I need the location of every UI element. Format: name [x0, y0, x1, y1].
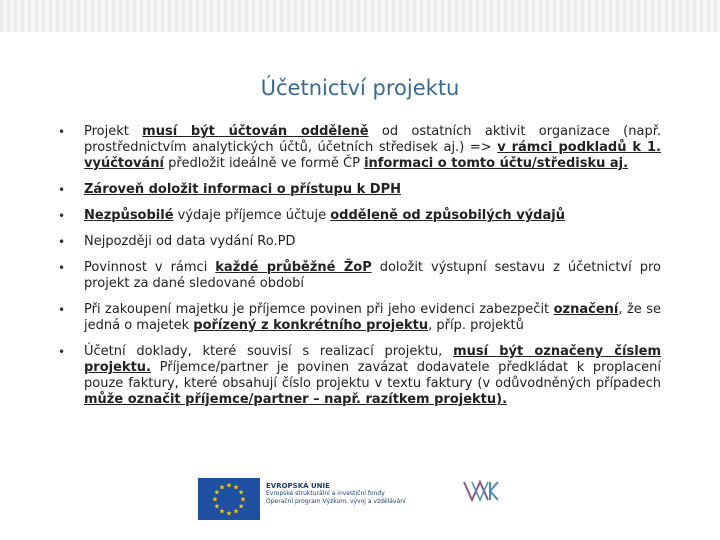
bullet-text: od ostatních aktivit organizace (např. prostřednictvím analytických účtů, účetních středisek aj.) =>: [84, 124, 661, 155]
bullet-item: [56, 234, 661, 250]
bullet-text: každé průběžné ŽoP: [215, 260, 372, 275]
bullet-text: , příp. projektů: [428, 318, 524, 333]
bullet-text: musí být účtován odděleně: [142, 124, 369, 139]
eu-star-icon: ★: [232, 483, 240, 492]
bullet-item: [56, 344, 661, 408]
bullet-text: výdaje příjemce účtuje: [173, 208, 331, 223]
eu-star-icon: ★: [211, 495, 219, 504]
eu-star-icon: ★: [213, 488, 221, 497]
eu-line-1: Evropské strukturální a investiční fondy: [266, 490, 385, 497]
top-decorative-band: [0, 0, 720, 32]
eu-star-icon: ★: [237, 488, 245, 497]
bullet-text: Nezpůsobilé: [84, 208, 174, 223]
ministry-logo: [446, 478, 532, 520]
slide-title: Účetnictví projektu: [260, 76, 460, 100]
bullet-item: [56, 124, 661, 172]
eu-logo-text: [266, 482, 436, 506]
bullet-item: [56, 182, 661, 198]
bullet-text: může označit příjemce/partner – např. razítkem projektu).: [84, 392, 508, 407]
bullet-text: informaci o tomto účtu/středisku aj.: [364, 156, 629, 171]
bullet-text: musí být označeny číslem projektu.: [84, 344, 662, 375]
bullet-dot: •: [58, 345, 66, 359]
eu-star-icon: ★: [225, 509, 233, 518]
eu-flag-icon: [198, 478, 260, 520]
bullet-text: označení: [553, 302, 619, 317]
eu-heading: EVROPSKÁ UNIE: [266, 482, 330, 490]
bullet-text: , že se jedná o majetek: [84, 302, 661, 333]
bullet-text: předložit ideálně ve formě ČP: [164, 156, 365, 171]
eu-star-icon: ★: [218, 507, 226, 516]
bullet-dot: •: [58, 235, 66, 249]
bullet-text: Účetní doklady, které souvisí s realizací projektu,: [84, 344, 454, 359]
eu-star-icon: ★: [239, 495, 247, 504]
bullet-dot: •: [58, 125, 66, 139]
bullet-text: doložit výstupní sestavu z účetnictví pro projekt za dané sledované období: [84, 260, 661, 291]
bullet-text: Příjemce/partner je povinen zavázat dodavatele předkládat k proplacení pouze faktury, které obsahují číslo projektu v textu faktury (v odůvodněných případech: [84, 360, 661, 391]
bullet-item: [56, 302, 661, 334]
eu-line-2: Operační program Výzkum, vývoj a vzdělávání: [266, 498, 406, 505]
bullet-text: pořízený z konkrétního projektu: [193, 318, 429, 333]
eu-star-icon: ★: [225, 481, 233, 490]
eu-star-icon: ★: [213, 502, 221, 511]
bullet-text: Zároveň doložit informaci o přístupu k DPH: [84, 182, 402, 197]
bullet-item: [56, 260, 661, 292]
bullet-dot: •: [58, 261, 66, 275]
bullet-text: Povinnost v rámci: [84, 260, 216, 275]
bullet-item: [56, 208, 661, 224]
eu-star-icon: ★: [237, 502, 245, 511]
bullet-text: v rámci podkladů k 1. vyúčtování: [84, 140, 661, 171]
bullet-text: odděleně od způsobilých výdajů: [330, 208, 565, 223]
eu-star-icon: ★: [232, 507, 240, 516]
eu-star-icon: ★: [218, 483, 226, 492]
bullet-text: Při zakoupení majetku je příjemce povinen při jeho evidenci zabezpečit: [84, 302, 554, 317]
bullet-text: Projekt: [84, 124, 143, 139]
bullet-text: Nejpozději od data vydání Ro.PD: [84, 234, 296, 249]
bullet-dot: •: [58, 303, 66, 317]
bullet-list: [56, 124, 661, 418]
bullet-dot: •: [58, 209, 66, 223]
bullet-dot: •: [58, 183, 66, 197]
